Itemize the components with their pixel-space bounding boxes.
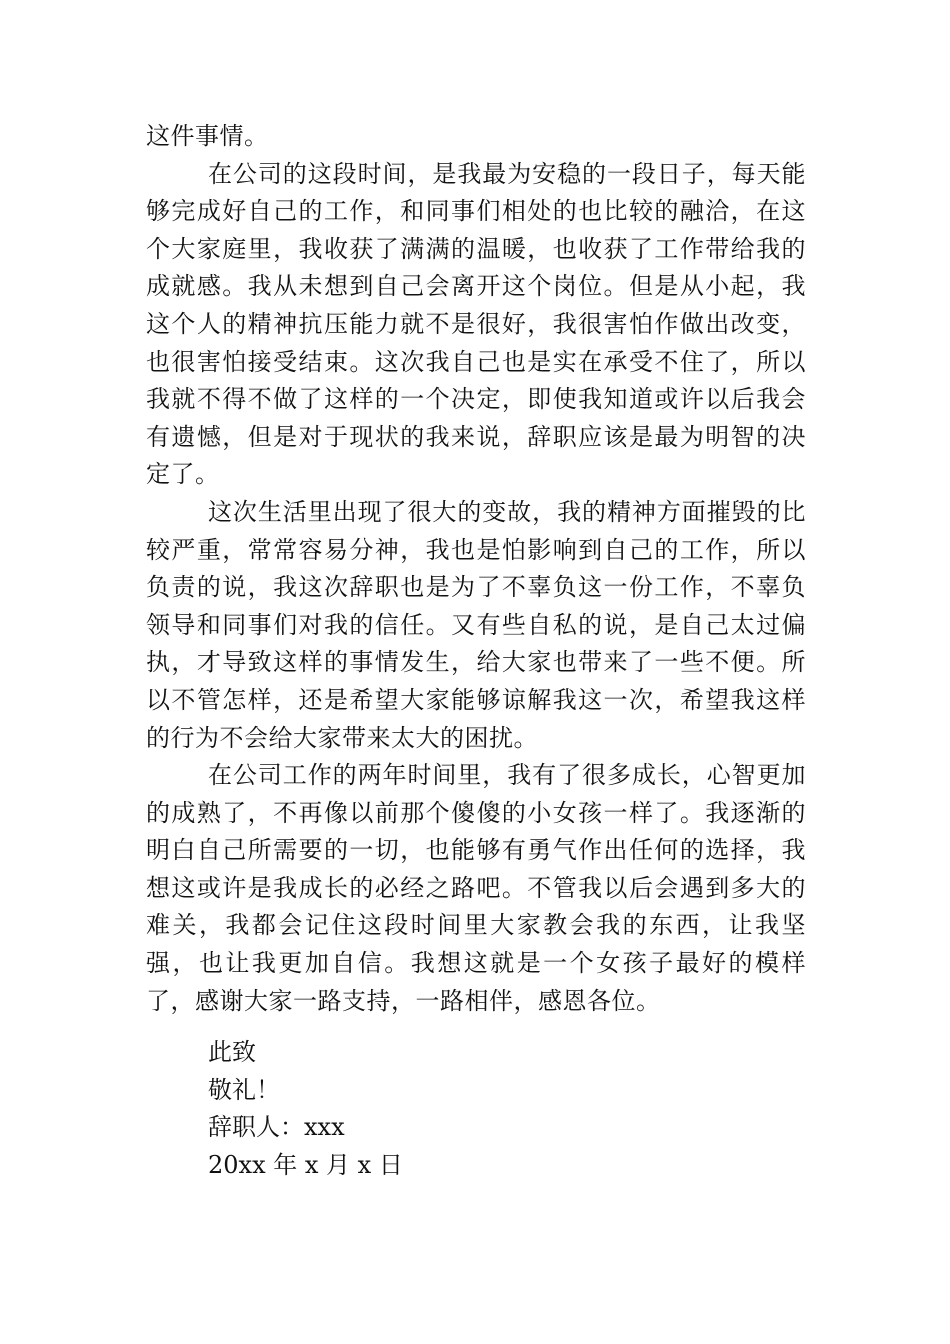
signer-line: 辞职人：xxx: [208, 1113, 345, 1142]
salutation-cizhi: 此致: [208, 1038, 256, 1066]
paragraph-life-change: 这次生活里出现了很大的变故，我的精神方面摧毁的比较严重，常常容易分神，我也是怕影响到自己的工作，所以负责的说，我这次辞职也是为了不辜负这一份工作，不辜负领导和同事们对我的信任。又有些自私的说，是自己太过偏执，才导致这样的事情发生，给大家也带来了一些不便。所以不管怎样，还是希望大家能够谅解我这一次，希望我这样的行为不会给大家带来太大的困扰。: [146, 497, 806, 752]
paragraph-company-time: 在公司的这段时间，是我最为安稳的一段日子，每天能够完成好自己的工作，和同事们相处的也比较的融洽，在这个大家庭里，我收获了满满的温暖，也收获了工作带给我的成就感。我从未想到自己会离开这个岗位。但是从小起，我这个人的精神抗压能力就不是很好，我很害怕作做出改变，也很害怕接受结束。这次我自己也是实在承受不住了，所以我就不得不做了这样的一个决定，即使我知道或许以后我会有遗憾，但是对于现状的我来说，辞职应该是最为明智的决定了。: [146, 159, 806, 489]
salutation-jingli: 敬礼！: [208, 1075, 280, 1104]
paragraph-growth: 在公司工作的两年时间里，我有了很多成长，心智更加的成熟了，不再像以前那个傻傻的小女孩一样了。我逐渐的明白自己所需要的一切，也能够有勇气作出任何的选择，我想这或许是我成长的必经之路吧。不管我以后会遇到多大的难关，我都会记住这段时间里大家教会我的东西，让我坚强，也让我更加自信。我想这就是一个女孩子最好的模样了，感谢大家一路支持，一路相伴，感恩各位。: [146, 761, 806, 1015]
letter-body: [146, 118, 806, 1020]
paragraph-continuation: 这件事情。: [146, 122, 269, 150]
date-line: 20xx 年 x 月 x 日: [208, 1150, 403, 1179]
letter-closing: [208, 1034, 403, 1184]
